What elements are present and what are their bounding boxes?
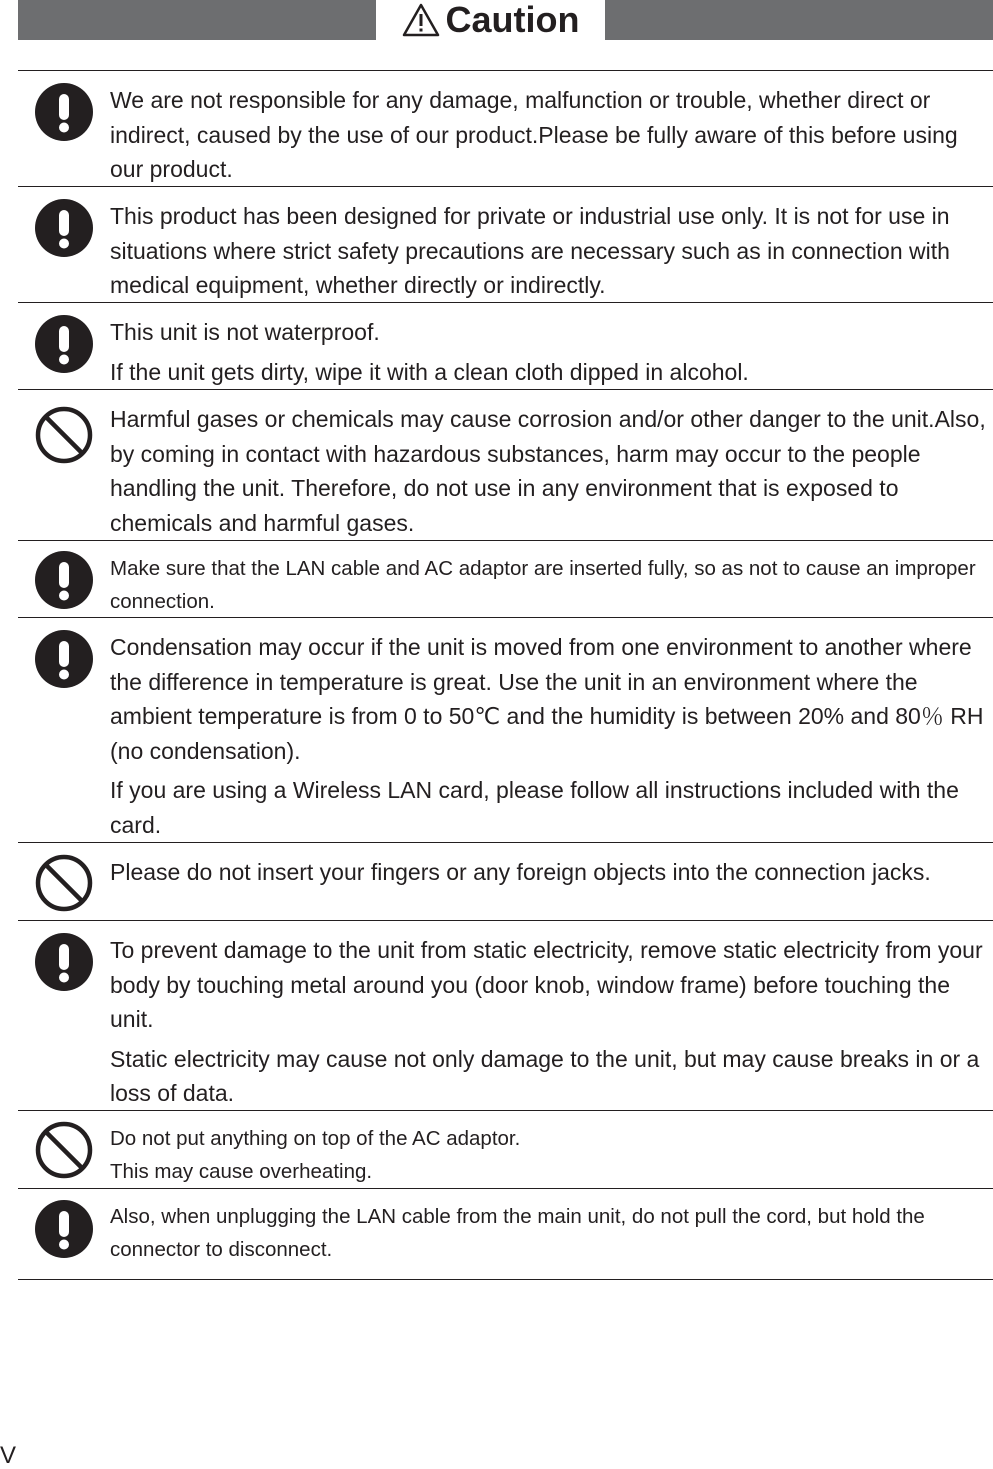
caution-text: Harmful gases or chemicals may cause corrosion and/or other danger to the unit.Also, by coming in contact with hazardous substances, harm may occur to the people handling the unit. Therefore, do not use in any environment that is exposed to chemicals and harmful gases.: [110, 406, 986, 536]
caution-item-foreign-objects: [18, 843, 993, 921]
exclamation-icon: [35, 315, 93, 373]
caution-text: Make sure that the LAN cable and AC adaptor are inserted fully, so as not to cause an improper connection.: [110, 557, 976, 613]
caution-text: Also, when unplugging the LAN cable from the main unit, do not pull the cord, but hold the connector to disconnect.: [110, 1205, 925, 1261]
prohibition-icon: [35, 406, 93, 464]
caution-list: [18, 70, 993, 1280]
exclamation-icon: [35, 630, 93, 688]
caution-text: If the unit gets dirty, wipe it with a clean cloth dipped in alcohol.: [110, 358, 749, 385]
exclamation-icon: [35, 83, 93, 141]
exclamation-icon: [35, 933, 93, 991]
caution-text: This unit is not waterproof.: [110, 319, 380, 345]
header-bar-right: [605, 0, 993, 40]
caution-item-unplugging: [18, 1189, 993, 1280]
caution-item-connection: [18, 541, 993, 618]
caution-item-intended-use: [18, 187, 993, 303]
caution-header: [18, 0, 993, 40]
caution-text: Do not put anything on top of the AC adaptor.: [110, 1127, 521, 1150]
caution-item-ac-adaptor: [18, 1111, 993, 1189]
warning-triangle-icon: [402, 3, 440, 37]
header-bar-left: [18, 0, 376, 40]
caution-item-static-electricity: [18, 921, 993, 1111]
prohibition-icon: [35, 854, 93, 912]
header-title-group: [376, 0, 605, 40]
caution-text: To prevent damage to the unit from static electricity, remove static electricity from your body by touching metal around you (door knob, window frame) before touching the unit.: [110, 937, 983, 1032]
caution-text: Condensation may occur if the unit is moved from one environment to another where the difference in temperature is great. Use the unit in an environment where the ambient temperature is from 0 to 50℃ and the humidity is between 20% and 80％ RH (no condensation).: [110, 634, 984, 764]
caution-text: We are not responsible for any damage, malfunction or trouble, whether direct or indirect, caused by the use of our product.Please be fully aware of this before using our product.: [110, 87, 958, 182]
caution-text: If you are using a Wireless LAN card, please follow all instructions included with the card.: [110, 777, 959, 838]
exclamation-icon: [35, 199, 93, 257]
caution-text: This product has been designed for private or industrial use only. It is not for use in situations where strict safety precautions are necessary such as in connection with medical equipment, whether directly or indirectly.: [110, 203, 950, 298]
caution-item-disclaimer: [18, 71, 993, 187]
caution-text: Static electricity may cause not only damage to the unit, but may cause breaks in or a loss of data.: [110, 1045, 980, 1106]
page-title: Caution: [445, 0, 580, 40]
caution-item-harmful-gases: [18, 390, 993, 541]
page-number: V: [0, 1442, 17, 1469]
exclamation-icon: [35, 551, 93, 609]
caution-text: This may cause overheating.: [110, 1159, 373, 1183]
exclamation-icon: [35, 1200, 93, 1258]
caution-item-condensation: [18, 618, 993, 843]
caution-item-waterproof: [18, 303, 993, 390]
prohibition-icon: [35, 1121, 93, 1179]
caution-text: Please do not insert your fingers or any foreign objects into the connection jacks.: [110, 859, 931, 885]
